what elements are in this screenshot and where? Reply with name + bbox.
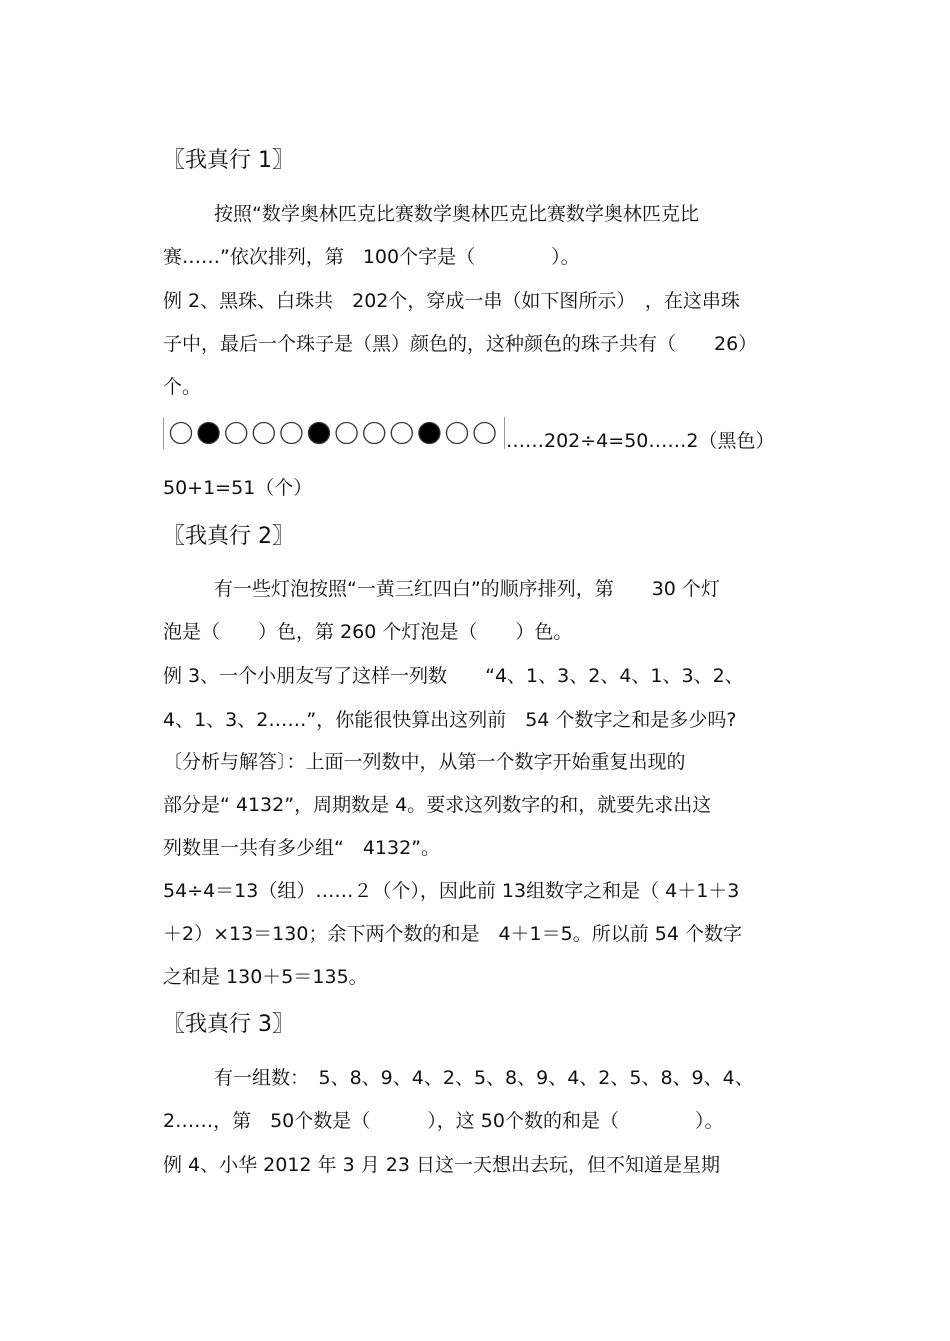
- bead-calculation: ……202÷4=50……2（黑色）: [506, 430, 775, 452]
- section-3-line-1: 有一组数： 5、8、9、4、2、5、8、9、4、2、5、8、9、4、: [214, 1067, 754, 1089]
- section-1-line-2: 赛……”依次排列，第 100个字是（ ）。: [163, 246, 580, 268]
- section-1-line-1: 按照“数学奥林匹克比赛数学奥林匹克比赛数学奥林匹克比: [214, 203, 699, 225]
- bead-white: [281, 423, 302, 444]
- example-3-line-1: 例 3、一个小朋友写了这样一列数 “4、1、3、2、4、1、3、2、: [163, 665, 744, 687]
- bead-black: [419, 423, 440, 444]
- bead-black: [309, 423, 330, 444]
- bead-white: [226, 423, 247, 444]
- section-2-line-2: 泡是（ ）色，第 260 个灯泡是（ ）色。: [163, 621, 573, 643]
- example-2-line-3: 个。: [163, 376, 202, 398]
- bead-white: [171, 423, 192, 444]
- section-3-line-2: 2……，第 50个数是（ ），这 50个数的和是（ ）。: [163, 1110, 724, 1132]
- section-3-heading: 〖我真行 3〗: [163, 1012, 294, 1037]
- bead-white: [364, 423, 385, 444]
- bead-string-figure: [163, 417, 505, 449]
- example-3-line-7: ＋2）×13＝130；余下两个数的和是 4＋1＝5。所以前 54 个数字: [163, 923, 742, 945]
- example-3-line-8: 之和是 130＋5＝135。: [163, 966, 368, 988]
- example-4-line-1: 例 4、小华 2012 年 3 月 23 日这一天想出去玩，但不知道是星期: [163, 1154, 720, 1176]
- section-1-heading: 〖我真行 1〗: [163, 148, 294, 173]
- example-2-answer: 50+1=51（个）: [163, 477, 313, 499]
- bead-white: [447, 423, 468, 444]
- example-3-line-4: 部分是“ 4132”，周期数是 4。要求这列数字的和，就要先求出这: [163, 794, 712, 816]
- bead-white: [391, 423, 412, 444]
- bead-white: [336, 423, 357, 444]
- bead-white: [253, 423, 274, 444]
- bead-black: [198, 423, 219, 444]
- example-3-line-6: 54÷4＝13（组）……２（个），因此前 13组数字之和是（ 4＋1＋3: [163, 880, 740, 902]
- section-2-line-1: 有一些灯泡按照“一黄三红四白”的顺序排列，第 30 个灯: [214, 578, 720, 600]
- bead-white: [474, 423, 495, 444]
- example-3-line-3: 〔分析与解答〕：上面一列数中，从第一个数字开始重复出现的: [163, 751, 686, 773]
- example-3-line-5: 列数里一共有多少组“ 4132”。: [163, 837, 441, 859]
- section-2-heading: 〖我真行 2〗: [163, 524, 294, 549]
- example-3-line-2: 4、1、3、2……”，你能很快算出这列前 54 个数字之和是多少吗?: [163, 709, 737, 731]
- example-2-line-1: 例 2、黑珠、白珠共 202个，穿成一串（如下图所示） ，在这串珠: [163, 290, 740, 312]
- example-2-line-2: 子中，最后一个珠子是（黑）颜色的，这种颜色的珠子共有（ 26）: [163, 333, 758, 355]
- bead-string-svg: [164, 417, 506, 449]
